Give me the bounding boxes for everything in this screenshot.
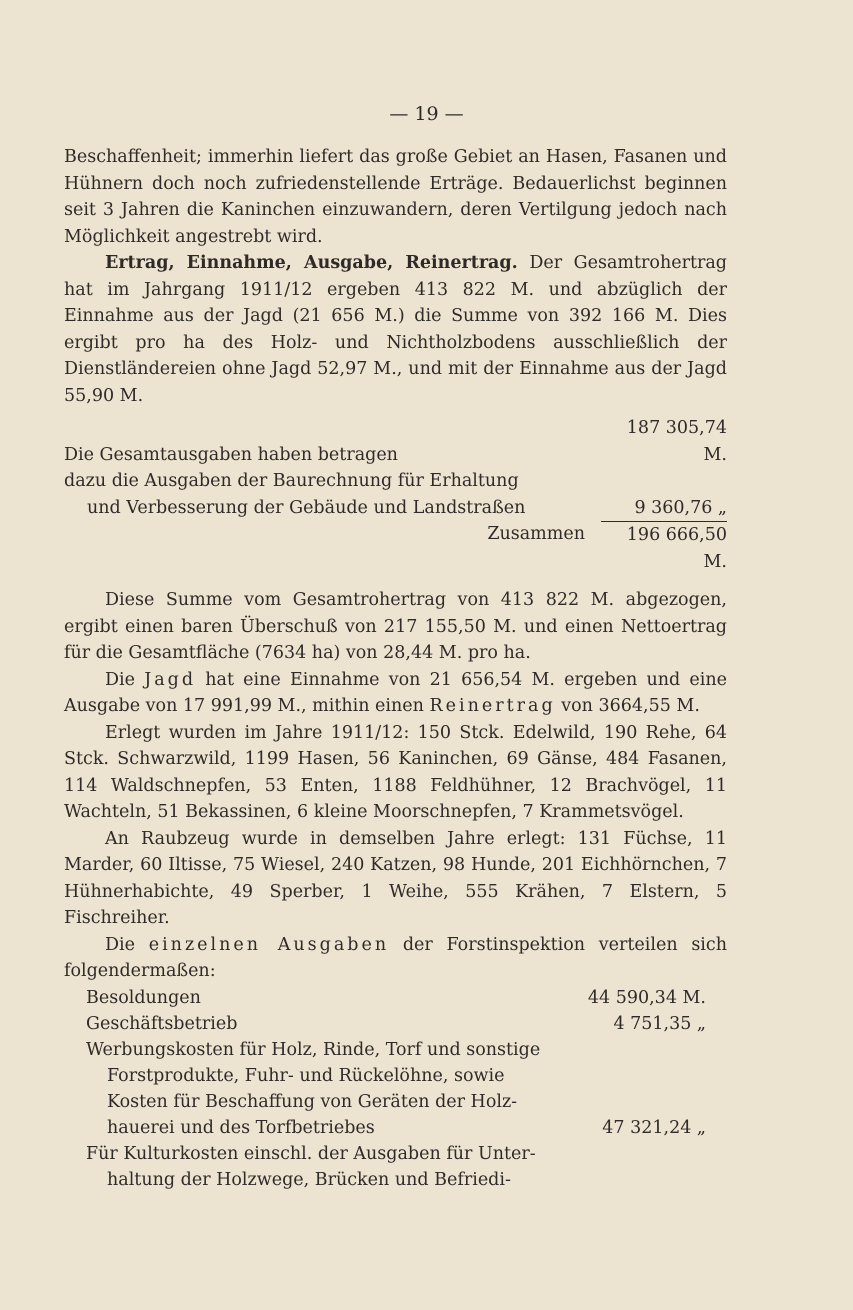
item-werbung-line-2: Forstprodukte, Fuhr- und Rückelöhne, sowie <box>107 1066 505 1086</box>
item-besoldungen-label: Besoldungen <box>86 988 201 1008</box>
paragraph-raubzeug: An Raubzeug wurde in demselben Jahre erlegt: 131 Füchse, 11 Marder, 60 Iltisse, 75 Wiesel, 240 Katzen, 98 Hunde, 201 Eichhörnchen, 7 Hühnerhabichte, 49 Sperber, 1 Weihe, 555 Krähen, 7 Elstern, 5 Fischreiher. <box>64 828 727 928</box>
ausgaben-row-1 <box>64 415 727 468</box>
item-werbung-line-4-row <box>86 1115 706 1141</box>
item-geschaeft <box>86 1011 706 1037</box>
ausgaben-sum-amount: 196 666,50 M. <box>601 521 727 575</box>
ausgaben-sum-row <box>64 521 727 575</box>
einzelnen-word-3: der Forstinspektion verteilen sich folgendermaßen: <box>64 934 727 981</box>
item-geschaeft-label: Geschäftsbetrieb <box>86 1014 238 1034</box>
ausgaben-label-1: Die Gesamtausgaben haben betragen <box>64 444 398 465</box>
paragraph-einzelnen <box>64 932 727 985</box>
paragraph-intro: Beschaffenheit; immerhin liefert das große Gebiet an Hasen, Fasanen und Hühnern doch noch zufriedenstellende Erträge. Bedauerlichst beginnen seit 3 Jahren die Kaninchen einzuwandern, deren Vertilgung jedoch nach Möglichkeit angestrebt wird. <box>64 147 727 247</box>
item-werbung-line-3: Kosten für Beschaffung von Geräten der Holz- <box>107 1092 518 1112</box>
jagd-word-5: von 3664,55 M. <box>561 696 700 716</box>
ausgaben-amount-3: 9 360,76 „ <box>634 497 727 518</box>
item-kultur <box>86 1141 706 1193</box>
paragraph-ertrag <box>64 250 727 409</box>
item-werbung-amount: 47 321,24 „ <box>602 1118 706 1138</box>
ausgaben-label-3: und Verbesserung der Gebäude und Landstraßen <box>87 497 526 518</box>
ausgaben-sum-label: Zusammen <box>487 524 585 544</box>
ausgaben-row-2 <box>64 468 727 495</box>
ausgaben-row-3 <box>64 495 727 522</box>
jagd-word-2: Jagd <box>144 669 197 690</box>
section-heading-ertrag: Ertrag, Einnahme, Ausgabe, Reinertrag. <box>105 253 518 273</box>
paragraph-jagd <box>64 667 727 720</box>
main-text <box>64 144 727 985</box>
item-werbung-line-1: Werbungskosten für Holz, Rinde, Torf und sonstige <box>86 1040 541 1060</box>
jagd-word-1: Die <box>105 669 135 690</box>
ausgaben-table <box>64 415 727 575</box>
item-besoldungen-amount: 44 590,34 M. <box>587 988 706 1008</box>
paragraph-erlegt: Erlegt wurden im Jahre 1911/12: 150 Stck. Edelwild, 190 Rehe, 64 Stck. Schwarzwild, 1199 Hasen, 56 Kaninchen, 69 Gänse, 484 Fasanen, 114 Waldschnepfen, 53 Enten, 1188 Feldhühner, 12 Brachvögel, 11 Wachteln, 51 Bekassinen, 6 kleine Moorschnepfen, 7 Krammetsvögel. <box>64 722 727 822</box>
page-number: — 19 — <box>389 103 464 125</box>
einzelnen-word-2: einzelnen Ausgaben <box>148 934 390 955</box>
item-kultur-line-2: haltung der Holzwege, Brücken und Befriedi- <box>107 1170 511 1190</box>
item-besoldungen <box>86 985 706 1011</box>
ausgaben-items-list <box>86 985 706 1193</box>
ausgaben-label-2: dazu die Ausgaben der Baurechnung für Erhaltung <box>64 471 519 491</box>
item-geschaeft-amount: 4 751,35 „ <box>613 1014 706 1034</box>
einzelnen-word-1: Die <box>105 934 135 955</box>
jagd-word-3: hat eine Einnahme von 21 656,54 M. ergeben und eine Ausgabe von 17 991,99 M., mithin einen <box>64 669 727 716</box>
ertrag-text: Der Gesamtrohertrag hat im Jahrgang 1911/12 ergeben 413 822 M. und abzüglich der Einnahme aus der Jagd (21 656 M.) die Summe von 392 166 M. Dies ergibt pro ha des Holz- und Nichtholzbodens ausschließlich der Dienstländereien ohne Jagd 52,97 M., und mit der Einnahme aus der Jagd 55,90 M. <box>64 253 727 406</box>
item-werbung-line-4: hauerei und des Torfbetriebes <box>107 1118 375 1138</box>
jagd-word-4: Reinertrag <box>429 696 556 716</box>
item-werbung <box>86 1037 706 1141</box>
paragraph-summe: Diese Summe vom Gesamtrohertrag von 413 822 M. abgezogen, ergibt einen baren Überschuß von 217 155,50 M. und einen Nettoertrag für die Gesamtfläche (7634 ha) von 28,44 M. pro ha. <box>64 590 727 663</box>
ausgaben-amount-1: 187 305,74 M. <box>626 418 727 465</box>
item-kultur-line-1: Für Kulturkosten einschl. der Ausgaben für Unter- <box>86 1144 536 1164</box>
